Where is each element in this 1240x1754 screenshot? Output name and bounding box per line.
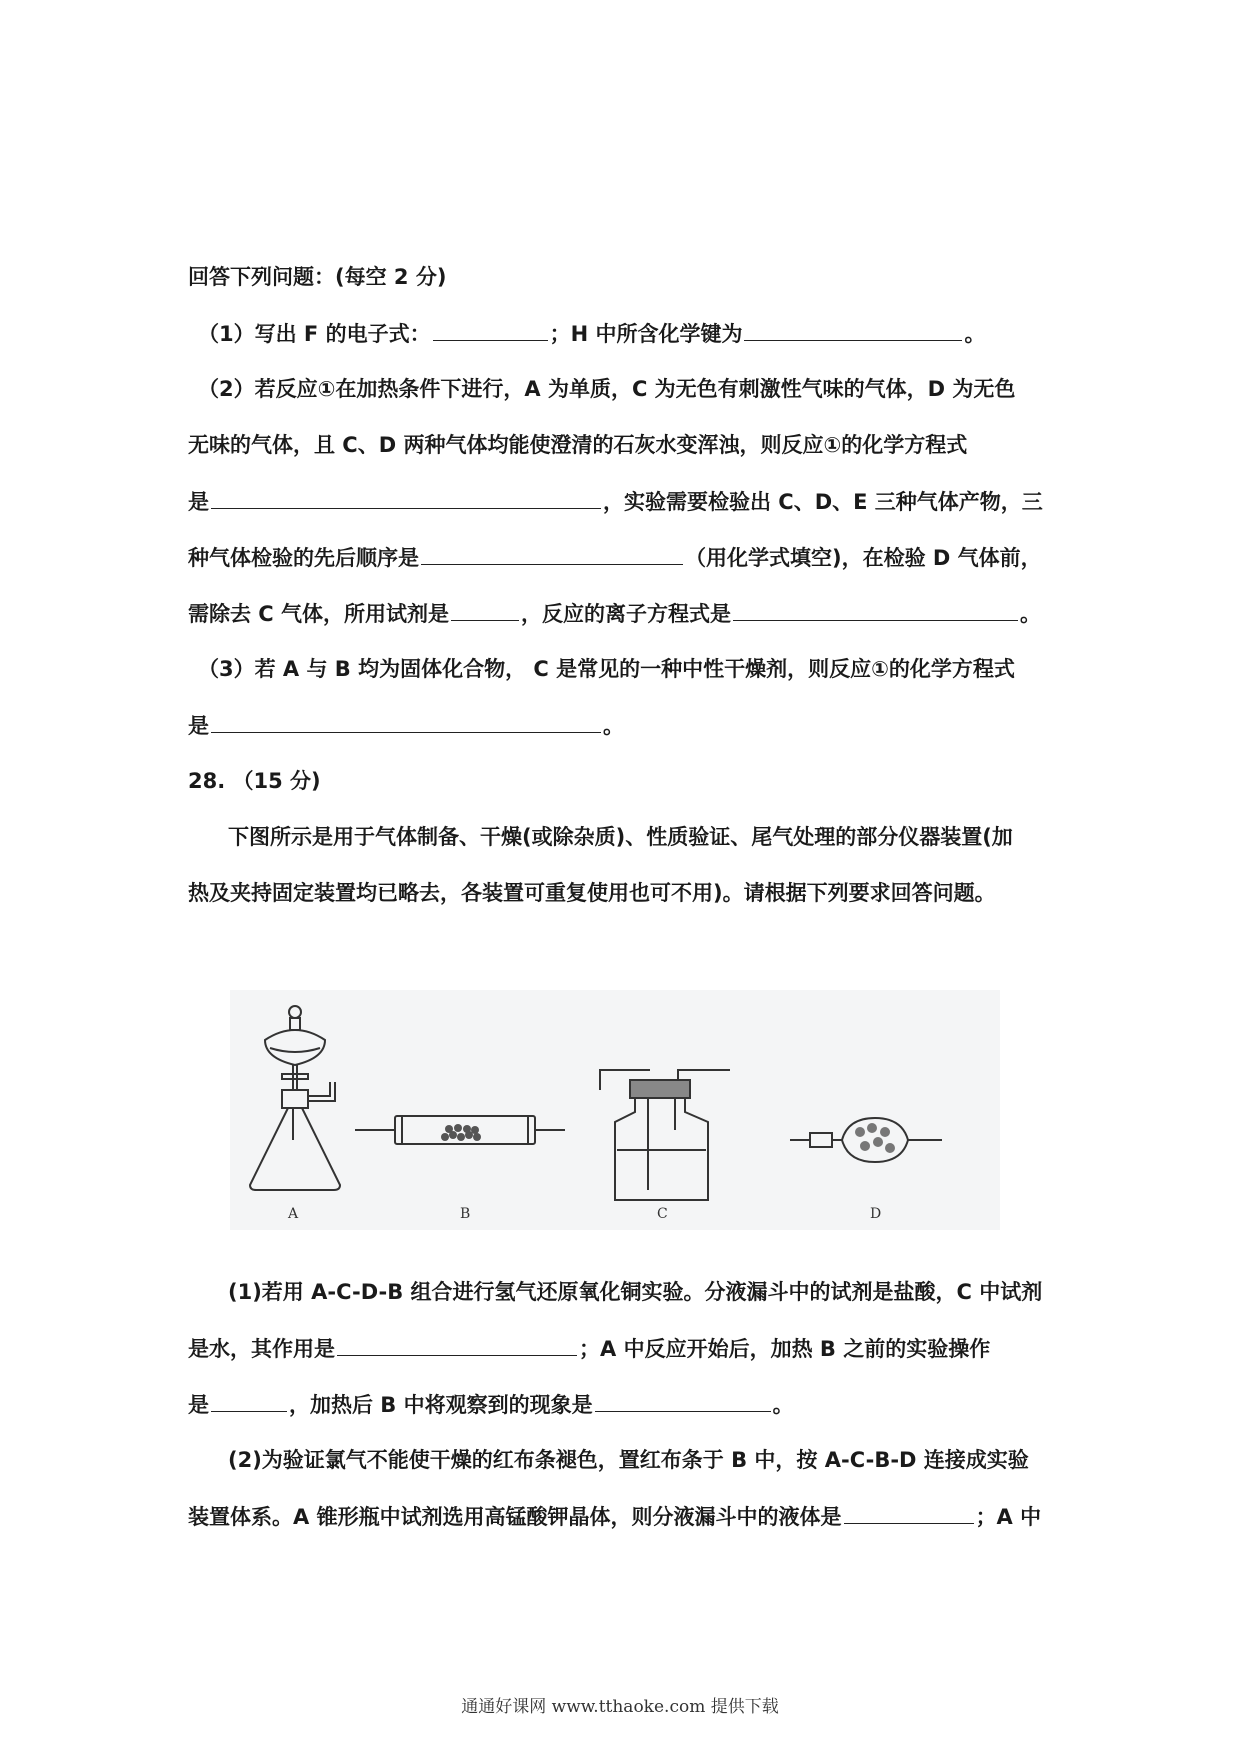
q28-heading: 28. （15 分) <box>188 769 321 793</box>
q28-intro-line2: 热及夹持固定装置均已略去，各装置可重复使用也可不用)。请根据下列要求回答问题。 <box>188 881 996 905</box>
apparatus-b-tube <box>355 1116 565 1144</box>
q28-part1-line3-text-a: 是 <box>188 1393 209 1417</box>
answer-blank[interactable] <box>733 598 1018 621</box>
q28-part2-line2-text-b: ；A 中 <box>975 1505 1042 1529</box>
answer-blank[interactable] <box>744 318 962 341</box>
q28-part1-line2-text-a: 是水，其作用是 <box>188 1337 335 1361</box>
label-d: D <box>870 1206 882 1222</box>
q27-part2-line4-text-a: 种气体检验的先后顺序是 <box>188 546 419 570</box>
q27-part2-line5-text-b: ，反应的离子方程式是 <box>521 602 732 626</box>
q28-part2-line2 <box>188 1501 1041 1531</box>
q28-part1-line2 <box>188 1333 990 1363</box>
label-b: B <box>460 1206 471 1222</box>
q27-part2-line4-text-b: （用化学式填空)，在检验 D 气体前， <box>685 546 1042 570</box>
q28-part2-line2-text-a: 装置体系。A 锥形瓶中试剂选用高锰酸钾晶体，则分液漏斗中的液体是 <box>188 1505 842 1529</box>
answer-blank[interactable] <box>211 486 601 509</box>
answer-blank[interactable] <box>211 1389 287 1412</box>
q28-part1-line3 <box>188 1389 794 1419</box>
q27-part3-line2-text-a: 是 <box>188 714 209 738</box>
q27-part1-text-c: 。 <box>964 322 986 346</box>
apparatus-figure <box>230 990 1000 1230</box>
q27-part3-line2 <box>188 710 624 740</box>
q27-part2-line4 <box>188 542 1042 572</box>
answer-blank[interactable] <box>451 598 519 621</box>
q27-part1-text-a: （1）写出 F 的电子式： <box>198 322 431 346</box>
answer-blank[interactable] <box>844 1501 974 1524</box>
q27-part3-line1: （3）若 A 与 B 均为固体化合物， C 是常见的一种中性干燥剂，则反应①的化学方程式 <box>198 657 1015 681</box>
q28-intro-line1: 下图所示是用于气体制备、干燥(或除杂质)、性质验证、尾气处理的部分仪器装置(加 <box>228 825 1013 849</box>
q28-part2-line1: (2)为验证氯气不能使干燥的红布条褪色，置红布条于 B 中，按 A-C-B-D 连接成实验 <box>228 1448 1029 1472</box>
apparatus-d-drying-tube <box>790 1118 942 1162</box>
apparatus-a-flask <box>250 1006 340 1190</box>
apparatus-c-bottle <box>600 1070 730 1200</box>
q27-part2-line3-text-a: 是 <box>188 490 209 514</box>
q27-part2-line3-text-b: ，实验需要检验出 C、D、E 三种气体产物，三 <box>603 490 1043 514</box>
q27-part1-text-b: ；H 中所含化学键为 <box>549 322 743 346</box>
q28-part1-line3-text-c: 。 <box>772 1393 794 1417</box>
answer-blank[interactable] <box>337 1333 577 1356</box>
q28-part1-line1: (1)若用 A-C-D-B 组合进行氢气还原氧化铜实验。分液漏斗中的试剂是盐酸，C 中试剂 <box>228 1280 1043 1304</box>
answer-blank[interactable] <box>433 318 548 341</box>
q28-part1-line3-text-b: ，加热后 B 中将观察到的现象是 <box>289 1393 593 1417</box>
q27-part2-line2: 无味的气体，且 C、D 两种气体均能使澄清的石灰水变浑浊，则反应①的化学方程式 <box>188 433 968 457</box>
label-c: C <box>657 1206 668 1222</box>
q27-part1 <box>198 318 985 348</box>
q27-part3-line2-text-b: 。 <box>603 714 624 738</box>
answer-blank[interactable] <box>421 542 683 565</box>
label-a: A <box>288 1206 299 1222</box>
q27-part2-line3 <box>188 486 1043 516</box>
q27-intro: 回答下列问题：(每空 2 分) <box>188 265 447 289</box>
q28-part1-line2-text-b: ；A 中反应开始后，加热 B 之前的实验操作 <box>579 1337 991 1361</box>
q27-part2-line5 <box>188 598 1041 628</box>
answer-blank[interactable] <box>211 710 601 733</box>
page-footer: 通通好课网 www.tthaoke.com 提供下载 <box>461 1697 779 1717</box>
q27-part2-line5-text-a: 需除去 C 气体，所用试剂是 <box>188 602 450 626</box>
answer-blank[interactable] <box>595 1389 771 1412</box>
q27-part2-line1: （2）若反应①在加热条件下进行，A 为单质，C 为无色有刺激性气味的气体，D 为无色 <box>198 377 1016 401</box>
q27-part2-line5-text-c: 。 <box>1020 602 1042 626</box>
apparatus-diagram <box>230 990 1000 1230</box>
